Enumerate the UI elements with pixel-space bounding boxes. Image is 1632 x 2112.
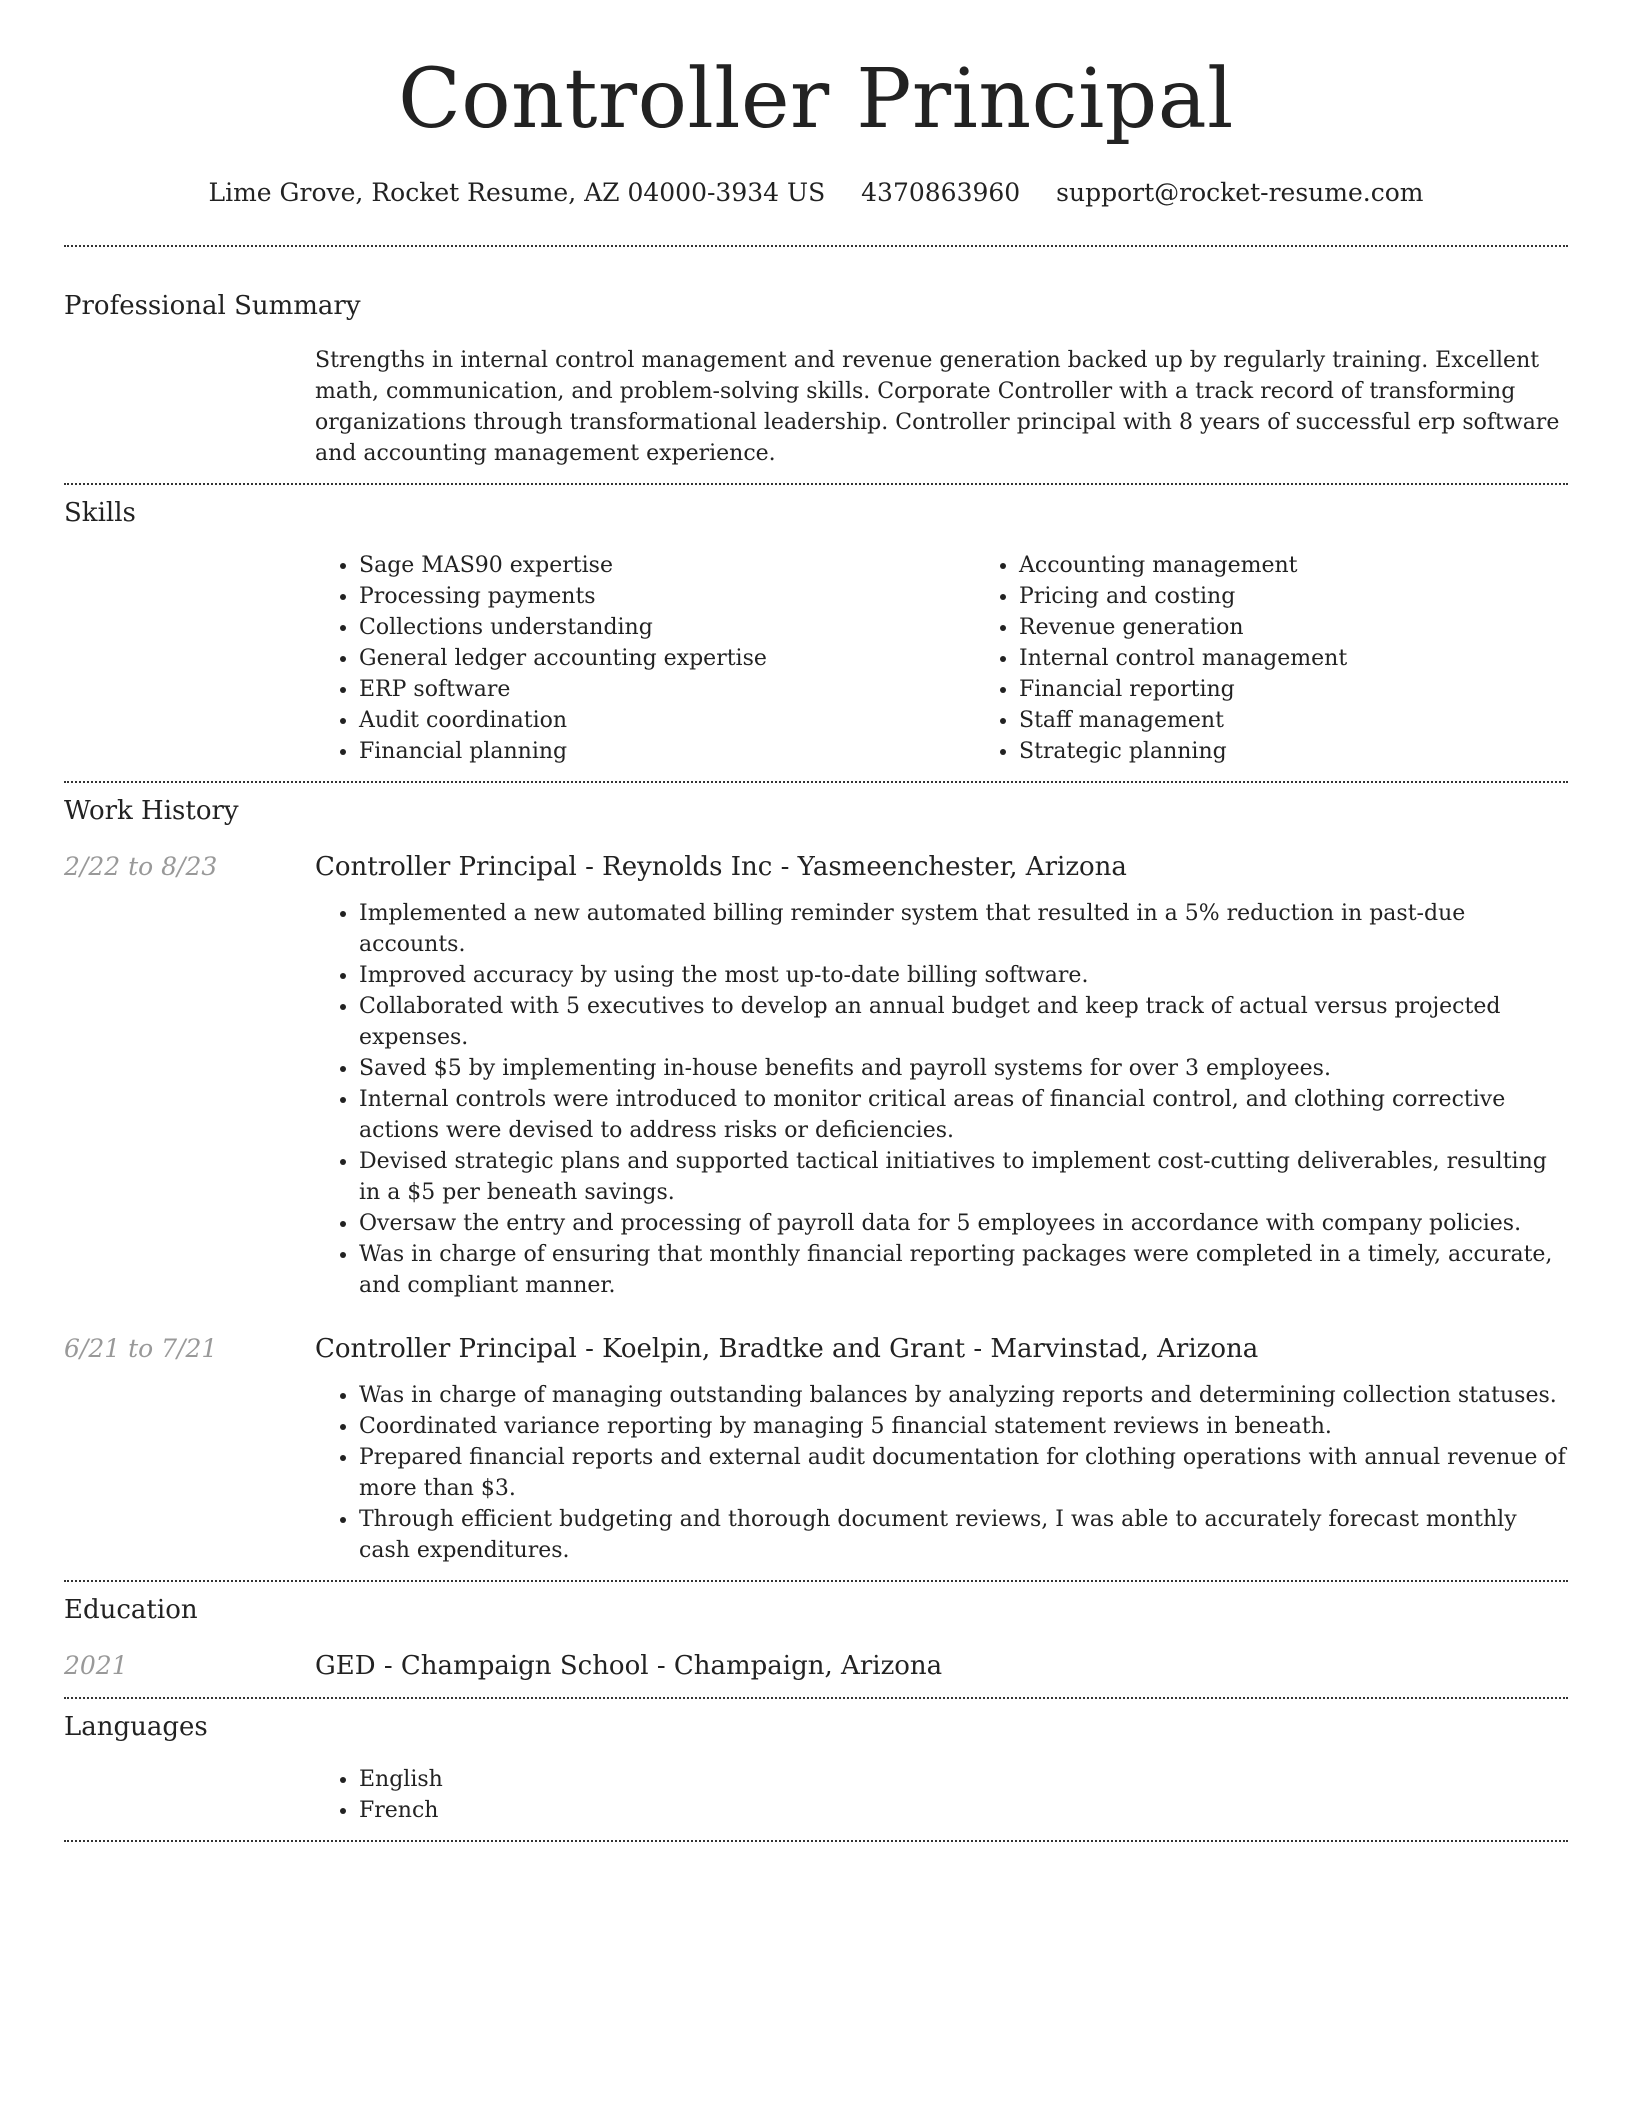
job-bullet: • Prepared financial reports and external audit documentation for clothing operations with annual revenue of more than $3.: [359, 1442, 1568, 1504]
education-title: Education: [64, 1595, 198, 1625]
contact-email: support@rocket-resume.com: [1056, 178, 1424, 207]
job-bullet: • Through efficient budgeting and thorough document reviews, I was able to accurately forecast monthly cash expenditures.: [359, 1504, 1568, 1566]
languages-divider: [64, 1840, 1568, 1842]
job-spacer: [64, 898, 315, 1301]
work-divider: [64, 1580, 1568, 1582]
skills-column-1: [315, 550, 975, 767]
skill-item: • Strategic planning: [1019, 736, 1632, 767]
summary-title: Professional Summary: [64, 291, 361, 321]
education-year: 2021: [64, 1651, 128, 1680]
skill-item: • General ledger accounting expertise: [359, 643, 975, 674]
skill-item: • Sage MAS90 expertise: [359, 550, 975, 581]
job-bullet: • Collaborated with 5 executives to develop an annual budget and keep track of actual versus projected expenses.: [359, 991, 1568, 1053]
job-bullet: • Oversaw the entry and processing of payroll data for 5 employees in accordance with company policies.: [359, 1208, 1568, 1239]
language-item: • English: [359, 1764, 1568, 1795]
contact-phone: 4370863960: [861, 178, 1021, 207]
job-bullets: [315, 1380, 1568, 1566]
skills-spacer: [64, 550, 315, 767]
job-heading: Controller Principal - Reynolds Inc - Yasmeenchester, Arizona: [315, 852, 1127, 882]
education-entry: GED - Champaign School - Champaign, Arizona: [315, 1651, 943, 1681]
job-spacer: [64, 1380, 315, 1566]
job-entry: [64, 1332, 1568, 1580]
job-entry: [64, 850, 1568, 1301]
job-bullet: • Coordinated variance reporting by managing 5 financial statement reviews in beneath.: [359, 1411, 1568, 1442]
summary-spacer: [64, 345, 315, 469]
summary-text: Strengths in internal control management and revenue generation backed up by regularly training. Excellent math, communication, and problem-solving skills. Corporate Controller with a track record of transforming organizations through transformational leadership. Controller principal with 8 years of successful erp software and accounting management experience.: [315, 348, 1560, 466]
contact-address: Lime Grove, Rocket Resume, AZ 04000-3934 US: [208, 178, 826, 207]
skill-item: • Revenue generation: [1019, 612, 1632, 643]
language-item: • French: [359, 1795, 1568, 1826]
languages-list: [315, 1764, 1568, 1826]
job-bullet: • Was in charge of ensuring that monthly financial reporting packages were completed in a timely, accurate, and compliant manner.: [359, 1239, 1568, 1301]
work-section: [64, 794, 1568, 1580]
skill-item: • Internal control management: [1019, 643, 1632, 674]
languages-spacer: [64, 1764, 315, 1826]
skills-column-2: [975, 550, 1632, 767]
skills-section: [64, 496, 1568, 781]
header-divider: [64, 245, 1568, 247]
skill-item: • Collections understanding: [359, 612, 975, 643]
work-title: Work History: [64, 796, 239, 826]
summary-section: [64, 289, 1568, 483]
skill-item: • Pricing and costing: [1019, 581, 1632, 612]
job-bullet: • Internal controls were introduced to monitor critical areas of financial control, and clothing corrective actions were devised to address risks or deficiencies.: [359, 1084, 1568, 1146]
job-bullet: • Devised strategic plans and supported tactical initiatives to implement cost-cutting deliverables, resulting in a $5 per beneath savings.: [359, 1146, 1568, 1208]
skill-item: • Financial reporting: [1019, 674, 1632, 705]
skill-item: • Audit coordination: [359, 705, 975, 736]
skill-item: • Staff management: [1019, 705, 1632, 736]
job-dates: 2/22 to 8/23: [64, 852, 218, 881]
languages-section: [64, 1710, 1568, 1840]
skills-divider: [64, 781, 1568, 783]
contact-line: [64, 176, 1568, 210]
education-divider: [64, 1697, 1568, 1699]
skills-title: Skills: [64, 498, 136, 528]
candidate-name: Controller Principal: [398, 52, 1234, 147]
skill-item: • Financial planning: [359, 736, 975, 767]
job-bullet: • Was in charge of managing outstanding balances by analyzing reports and determining collection statuses.: [359, 1380, 1568, 1411]
job-bullet: • Implemented a new automated billing reminder system that resulted in a 5% reduction in past-due accounts.: [359, 898, 1568, 960]
resume-header: [64, 0, 1568, 210]
skill-item: • Processing payments: [359, 581, 975, 612]
languages-title: Languages: [64, 1712, 208, 1742]
job-bullet: • Saved $5 by implementing in-house benefits and payroll systems for over 3 employees.: [359, 1053, 1568, 1084]
summary-divider: [64, 483, 1568, 485]
job-bullet: • Improved accuracy by using the most up-to-date billing software.: [359, 960, 1568, 991]
skills-grid: [315, 550, 1632, 767]
skill-item: • ERP software: [359, 674, 975, 705]
job-heading: Controller Principal - Koelpin, Bradtke and Grant - Marvinstad, Arizona: [315, 1334, 1259, 1364]
job-bullets: [315, 898, 1568, 1301]
job-dates: 6/21 to 7/21: [64, 1334, 218, 1363]
education-section: [64, 1593, 1568, 1697]
skill-item: • Accounting management: [1019, 550, 1632, 581]
